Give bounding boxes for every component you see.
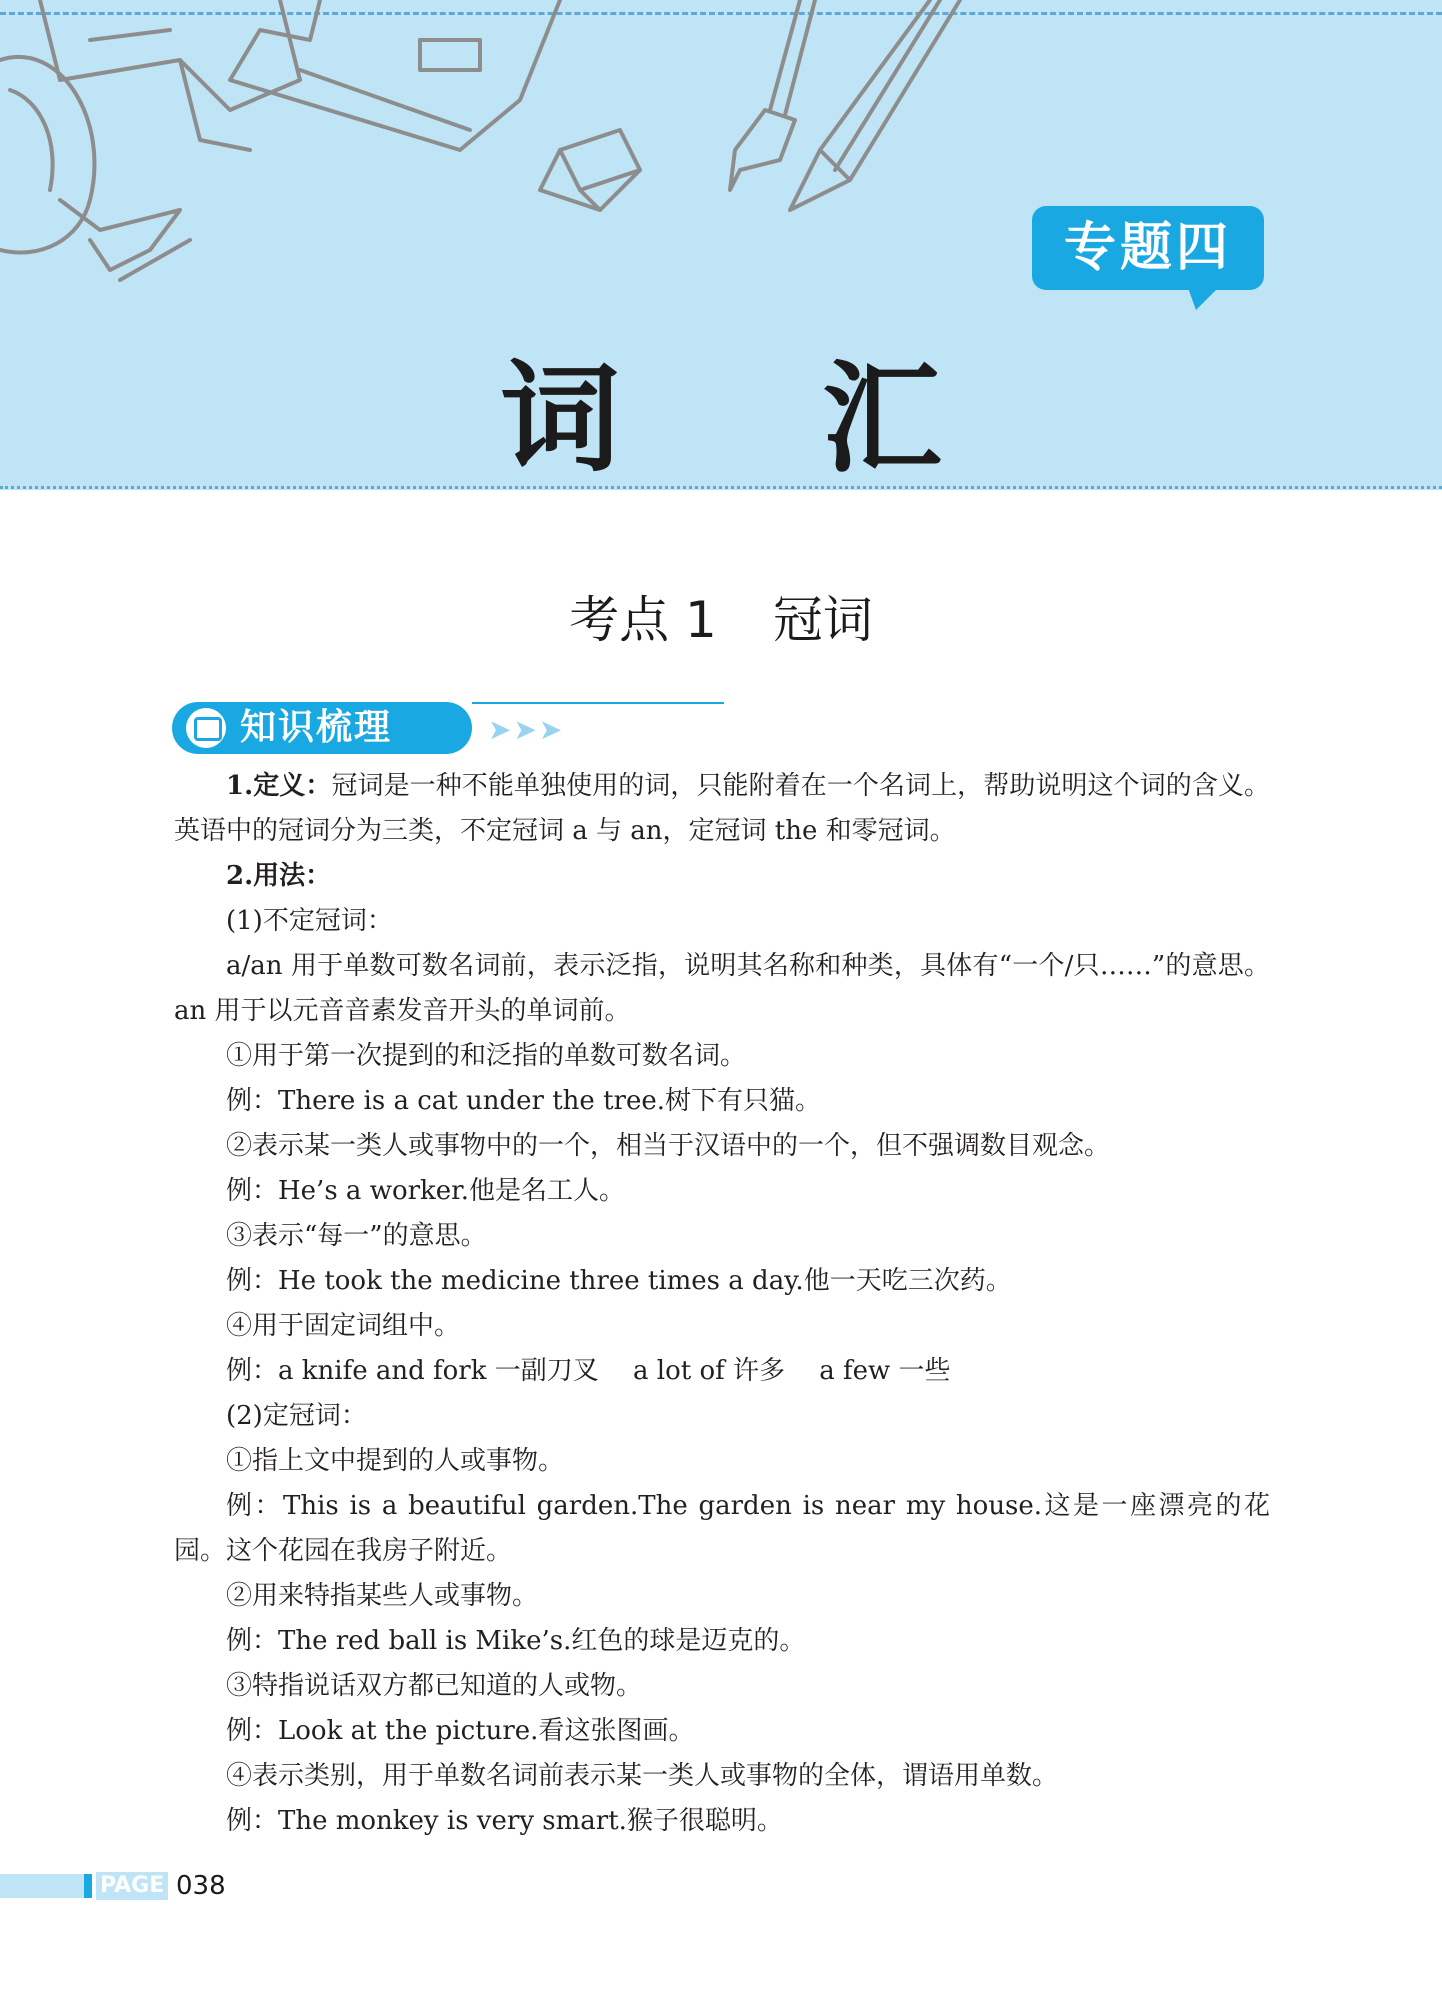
paragraph: ②表示某一类人或事物中的一个，相当于汉语中的一个，但不强调数目观念。 <box>226 1131 1111 1161</box>
footer-bar <box>0 1874 84 1898</box>
banner-rule <box>472 702 724 704</box>
paragraph: 例：He took the medicine three times a day.他一天吃三次药。 <box>226 1266 1012 1296</box>
header-banner <box>0 0 1442 490</box>
arrows-decoration-icon: ➤➤➤ <box>488 713 565 746</box>
paragraph: ①用于第一次提到的和泛指的单数可数名词。 <box>226 1041 747 1071</box>
section-number: 考点 1 <box>569 591 717 649</box>
paragraph: 例：This is a beautiful garden.The garden is near my house.这是一座漂亮的花园。这个花园在我房子附近。 <box>174 1491 1270 1566</box>
banner-label: 知识梳理 <box>240 707 393 748</box>
paragraph: 例：Look at the picture.看这张图画。 <box>226 1716 695 1746</box>
paragraph: ①指上文中提到的人或事物。 <box>226 1446 565 1476</box>
paragraph: (1)不定冠词： <box>226 906 393 936</box>
book-icon <box>40 0 300 150</box>
paragraph: 1.定义：冠词是一种不能单独使用的词，只能附着在一个名词上，帮助说明这个词的含义。英语中的冠词分为三类，不定冠词 a 与 an，定冠词 the 和零冠词。 <box>174 771 1270 846</box>
paragraph: 2.用法： <box>226 861 332 891</box>
paragraph: ②用来特指某些人或事物。 <box>226 1581 539 1611</box>
notebook-icon <box>230 0 560 150</box>
pencil-icon <box>790 0 960 210</box>
globe-icon <box>0 57 190 280</box>
bottom-dotted-divider <box>0 486 1442 489</box>
footer-accent-mark <box>84 1874 92 1898</box>
topic-badge-tail <box>1188 288 1218 310</box>
paragraph: ④表示类别，用于单数名词前表示某一类人或事物的全体，谓语用单数。 <box>226 1761 1059 1791</box>
article-body <box>174 764 1270 1844</box>
paragraph: ③特指说话双方都已知道的人或物。 <box>226 1671 643 1701</box>
paintbrush-icon <box>730 0 815 190</box>
paragraph: (2)定冠词： <box>226 1401 367 1431</box>
knowledge-banner <box>172 698 565 756</box>
paragraph: 例：There is a cat under the tree.树下有只猫。 <box>226 1086 821 1116</box>
topic-badge: 专题四 <box>1032 206 1264 290</box>
paragraph: 例：a knife and fork 一副刀叉 a lot of 许多 a few 一些 <box>226 1356 951 1386</box>
paragraph: ④用于固定词组中。 <box>226 1311 461 1341</box>
paragraph: 例：He’s a worker.他是名工人。 <box>226 1176 626 1206</box>
section-name: 冠词 <box>772 591 873 649</box>
paragraph: ③表示“每一”的意思。 <box>226 1221 487 1251</box>
paragraph: a/an 用于单数可数名词前，表示泛指，说明其名称和种类，具体有“一个/只……”的意思。an 用于以元音音素发音开头的单词前。 <box>174 951 1270 1026</box>
page-number: 038 <box>176 1871 226 1901</box>
paragraph: 例：The red ball is Mike’s.红色的球是迈克的。 <box>226 1626 806 1656</box>
section-heading <box>0 590 1442 650</box>
footer-page-label: PAGE <box>96 1872 168 1900</box>
paragraph: 例：The monkey is very smart.猴子很聪明。 <box>226 1806 783 1836</box>
book-badge-icon <box>186 708 226 748</box>
page-title: 词 汇 <box>500 350 1022 489</box>
eraser-icon <box>540 130 640 210</box>
